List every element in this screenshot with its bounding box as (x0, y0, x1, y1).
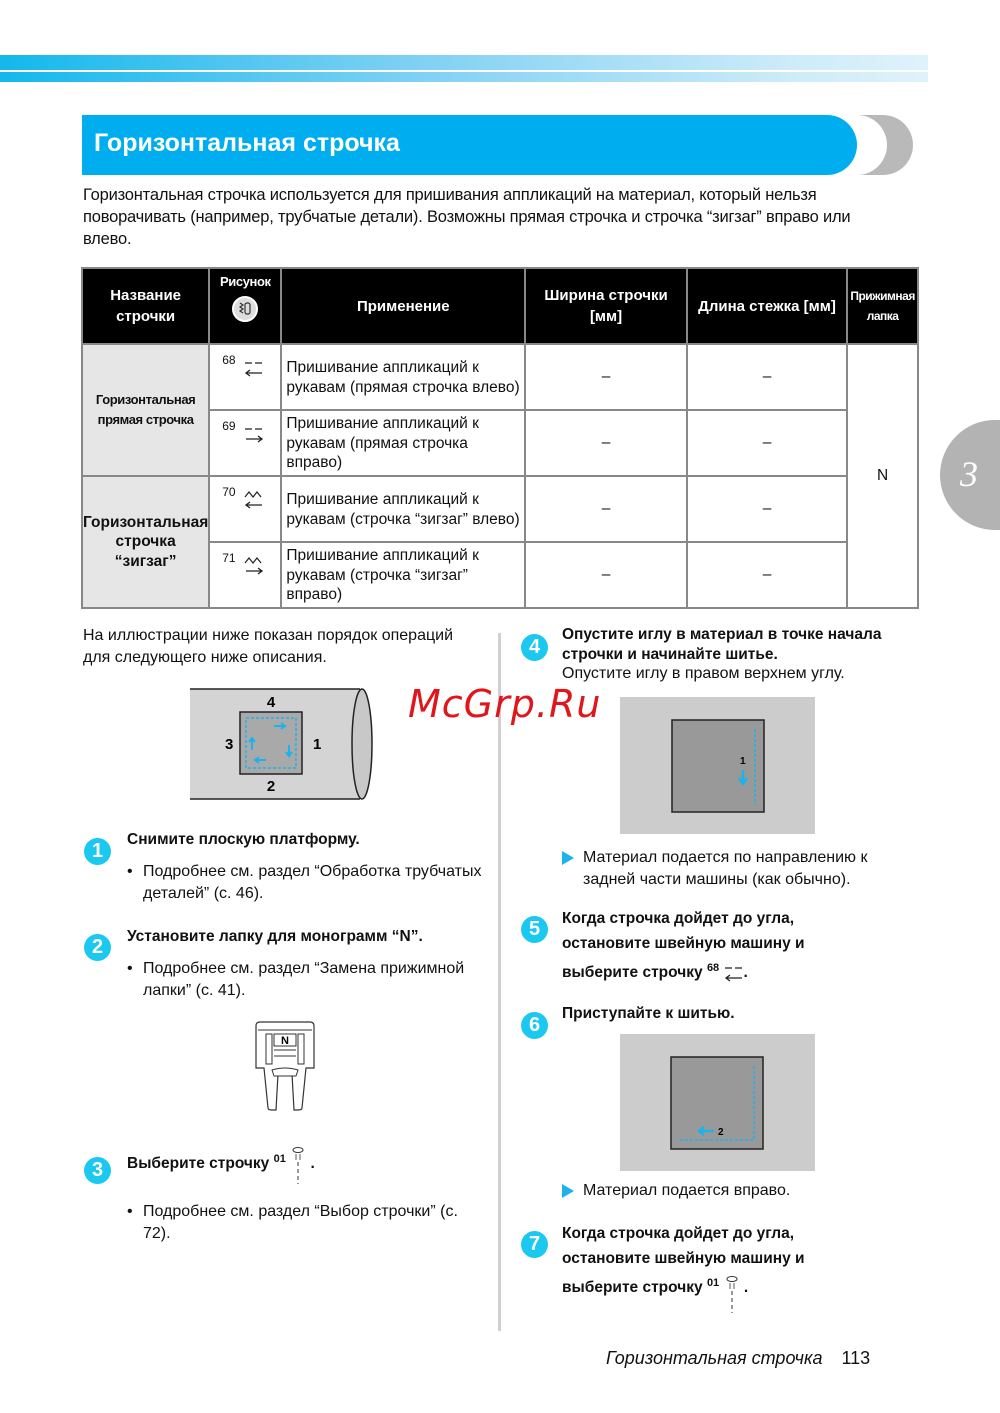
group-name: Горизонтальная прямая строчка (82, 344, 209, 476)
step-7-title: Когда строчка дойдет до угла, остановите швейную машину и выберите строчку $^{01}$ . (562, 1221, 862, 1315)
step-2-bullet-text: Подробнее см. раздел “Замена прижимной лапки” (с. 41). (143, 960, 465, 999)
straight-left-icon (244, 355, 264, 385)
page-title: Горизонтальная строчка (94, 129, 400, 157)
page-number: 113 (841, 1348, 871, 1368)
stitch-number: 70 (222, 485, 236, 499)
step-1-bullet-text: Подробнее см. раздел “Обработка трубчатых деталей” (с. 46). (143, 863, 482, 902)
fabric-diagram-step-6 (620, 1034, 815, 1171)
stitch-number: 68 (706, 962, 720, 974)
header-picture-label: Рисунок (220, 274, 271, 289)
header-name: Название строчки (82, 268, 209, 344)
stitch-number: 68 (222, 353, 236, 367)
straight-stitch-icon (290, 1146, 306, 1186)
step-5-title-text: Когда строчка дойдет до угла, остановите швейную машину и выберите строчку (562, 910, 805, 982)
diagram-label-2: 2 (266, 778, 276, 795)
length-value: – (687, 344, 847, 410)
step-number-3: 3 (84, 1157, 111, 1184)
width-value: – (525, 542, 687, 608)
step-3-title-text: Выберите строчку (127, 1155, 270, 1173)
table-row (82, 476, 918, 542)
chapter-tab (940, 420, 1000, 530)
step-number-6: 6 (521, 1012, 548, 1039)
stitch-picture (209, 410, 281, 476)
application-text: Пришивание аппликаций к рукавам (строчка “зигзаг” вправо) (281, 542, 525, 608)
straight-left-icon (724, 960, 744, 986)
stitch-table (81, 267, 919, 609)
step-number-2: 2 (84, 934, 111, 961)
step-number-1: 1 (84, 838, 111, 865)
header-application: Применение (281, 268, 525, 344)
step-6-result (562, 1180, 907, 1202)
width-value: – (525, 410, 687, 476)
application-text: Пришивание аппликаций к рукавам (прямая строчка вправо) (281, 410, 525, 476)
diagram-label-3: 3 (225, 736, 234, 753)
step-2-bullet: • Подробнее см. раздел “Замена прижимной лапки” (с. 41). (127, 958, 487, 1002)
result-arrow-icon (562, 1184, 574, 1198)
step-3-bullet: • Подробнее см. раздел “Выбор строчки” (с. 72). (127, 1201, 487, 1245)
step-4-subtext: Опустите иглу в правом верхнем углу. (562, 665, 845, 682)
result-arrow-icon (562, 851, 574, 865)
foot-label: N (281, 1035, 289, 1047)
stitch-number: 69 (222, 419, 236, 433)
stitch-picture (209, 542, 281, 608)
length-value: – (687, 410, 847, 476)
step-4-result (562, 847, 907, 891)
width-value: – (525, 476, 687, 542)
intro-paragraph: Горизонтальная строчка используется для пришивания аппликаций на материал, который нельзя поворачивать (например, трубчатые детали). Возможны прямая строчка и строчка “зигзаг” вправо или влево. (83, 186, 851, 248)
step-4-result-text: Материал подается по направлению к задней части машины (как обычно). (583, 849, 868, 888)
step-7-title-text: Когда строчка дойдет до угла, остановите швейную машину и выберите строчку (562, 1225, 805, 1297)
application-text: Пришивание аппликаций к рукавам (строчка “зигзаг” влево) (281, 476, 525, 542)
step-number-7: 7 (521, 1231, 548, 1258)
step-6-result-text: Материал подается вправо. (583, 1182, 791, 1199)
zigzag-right-icon (244, 553, 264, 583)
stitch-number: 71 (222, 551, 236, 565)
stitch-mode-icon (232, 296, 258, 322)
step-6-title: Приступайте к шитью. (562, 1005, 735, 1022)
step-1-title: Снимите плоскую платформу. (127, 831, 360, 848)
diagram-label-4: 4 (266, 694, 276, 711)
diagram-label-1: 1 (313, 736, 322, 753)
stitch-number: 01 (706, 1277, 720, 1289)
chapter-number: 3 (960, 454, 978, 494)
length-value: – (687, 476, 847, 542)
illustration-intro: На иллюстрации ниже показан порядок операций для следующего ниже описания. (83, 627, 454, 666)
foot-value: N (847, 344, 918, 608)
watermark: McGrp.Ru (408, 682, 602, 726)
header-picture (209, 268, 281, 344)
application-text: Пришивание аппликаций к рукавам (прямая строчка влево) (281, 344, 525, 410)
step-3-title: Выберите строчку $^{01}$ . (127, 1148, 487, 1186)
straight-right-icon (244, 421, 264, 451)
fabric-diagram-step-4 (620, 697, 815, 834)
length-value: – (687, 542, 847, 608)
header-length: Длина стежка [мм] (687, 268, 847, 344)
presser-foot-n-icon (254, 1020, 316, 1112)
header-band (0, 55, 928, 82)
footer-section-title: Горизонтальная строчка (606, 1348, 823, 1368)
diagram-label-1: 1 (740, 756, 746, 767)
width-value: – (525, 344, 687, 410)
step-number-4: 4 (521, 634, 548, 661)
stitch-number: 01 (273, 1153, 286, 1165)
diagram-label-2: 2 (718, 1127, 724, 1138)
group-name: Горизонтальная строчка “зигзаг” (82, 476, 209, 608)
header-foot: Прижимная лапка (847, 268, 918, 344)
tube-diagram (188, 685, 378, 803)
step-3-bullet-text: Подробнее см. раздел “Выбор строчки” (с. 72). (143, 1203, 458, 1242)
column-divider (498, 633, 501, 1331)
straight-stitch-icon (724, 1275, 740, 1315)
header-width: Ширина строчки [мм] (525, 268, 687, 344)
step-4-title: Опустите иглу в материал в точке начала строчки и начинайте шитье. (562, 626, 882, 663)
table-row (82, 344, 918, 410)
stitch-picture (209, 344, 281, 410)
stitch-picture (209, 476, 281, 542)
step-5-title: Когда строчка дойдет до угла, остановите швейную машину и выберите строчку $^{68}$ . (562, 906, 862, 986)
title-bar (82, 115, 857, 175)
zigzag-left-icon (244, 487, 264, 517)
step-number-5: 5 (521, 916, 548, 943)
step-1-bullet: • Подробнее см. раздел “Обработка трубчатых деталей” (с. 46). (127, 861, 487, 905)
page-footer (606, 1348, 870, 1369)
step-2-title: Установите лапку для монограмм “N”. (127, 928, 423, 945)
